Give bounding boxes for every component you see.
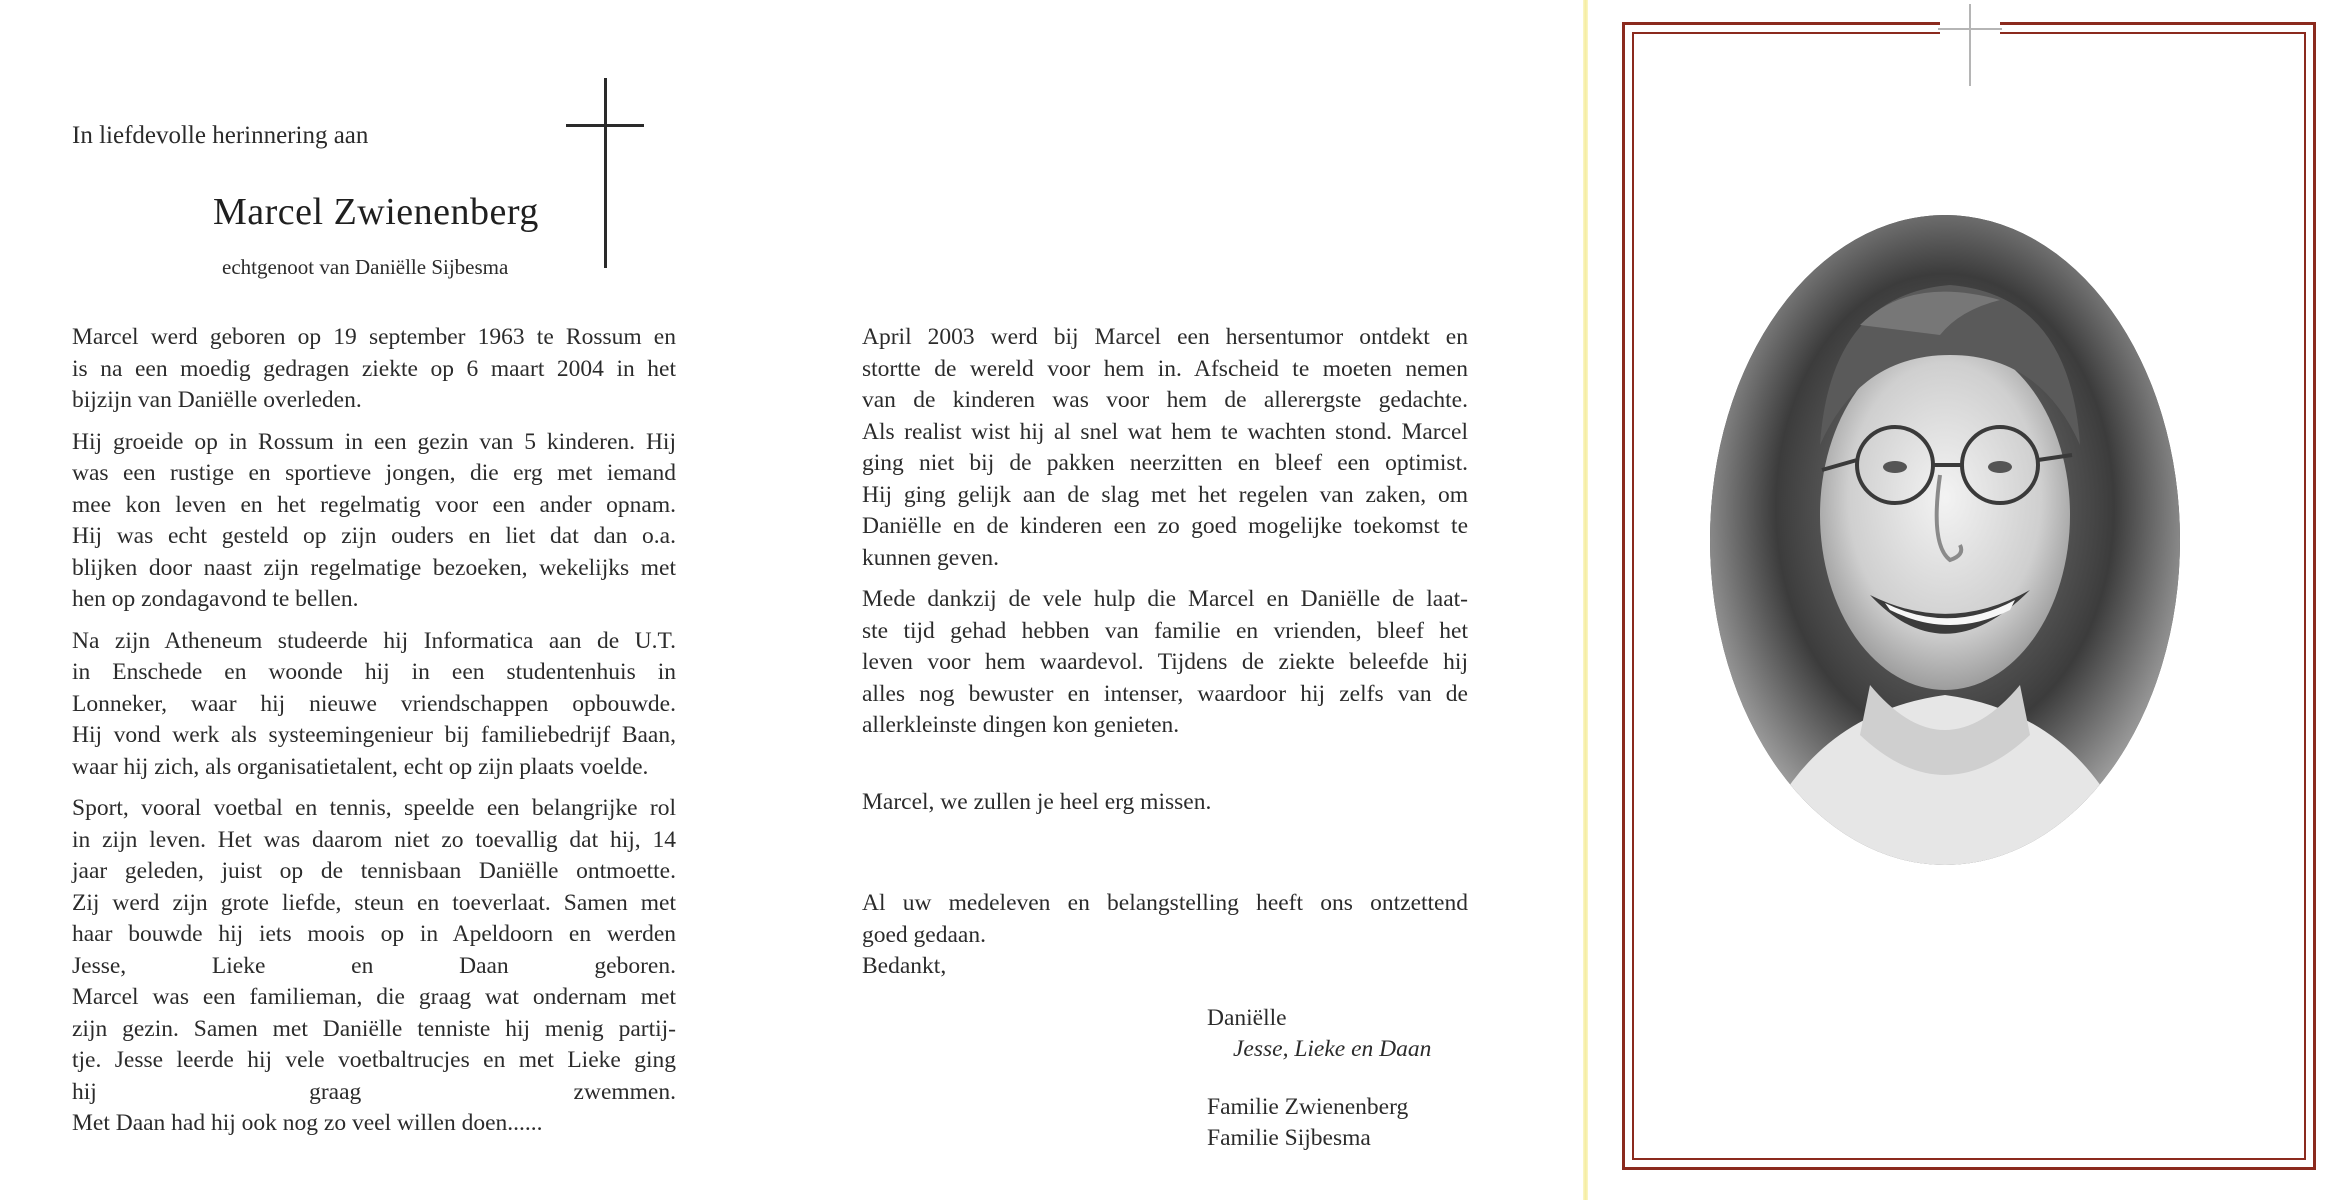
text-line: Sport, vooral voetbal en tennis, speelde een belangrijke rol bbox=[72, 795, 676, 821]
paragraph bbox=[862, 584, 1468, 742]
text-line: mee kon leven en het regelmatig voor een ander opnam. bbox=[72, 491, 676, 518]
thanks-line: Al uw medeleven en belangstelling heeft ons ontzettend bbox=[862, 890, 1468, 916]
text-line: Hij vond werk als systeemingenieur bij familiebedrijf Baan, bbox=[72, 722, 676, 748]
text-line: Marcel was een familieman, die graag wat ondernam met bbox=[72, 984, 676, 1010]
text-line: Jesse, Lieke en Daan geboren. bbox=[72, 952, 676, 979]
text-line: Lonneker, waar hij nieuwe vriendschappen opbouwde. bbox=[72, 690, 676, 717]
text-line: Als realist wist hij al snel wat hem te wachten stond. Marcel bbox=[862, 418, 1468, 445]
left-page bbox=[0, 0, 780, 1200]
paragraph bbox=[72, 322, 676, 417]
text-line: bijzijn van Daniëlle overleden. bbox=[72, 387, 362, 413]
intro-text: In liefdevolle herinnering aan bbox=[72, 122, 369, 149]
text-line: hen op zondagavond te bellen. bbox=[72, 586, 359, 612]
signature-children: Jesse, Lieke en Daan bbox=[1233, 1036, 1432, 1062]
paragraph bbox=[72, 626, 676, 784]
text-line: was een rustige en sportieve jongen, die erg met iemand bbox=[72, 460, 676, 486]
text-line: Zij werd zijn grote liefde, steun en toeverlaat. Samen met bbox=[72, 889, 676, 916]
signature-family-2: Familie Sijbesma bbox=[1207, 1125, 1371, 1151]
farewell-text: Marcel, we zullen je heel erg missen. bbox=[862, 789, 1212, 815]
text-line: Marcel werd geboren op 19 september 1963 te Rossum en bbox=[72, 324, 676, 350]
paragraph bbox=[862, 322, 1468, 574]
text-line: stortte de wereld voor hem in. Afscheid te moeten nemen bbox=[862, 355, 1468, 382]
portrait-illustration bbox=[1710, 215, 2180, 865]
text-line: Met Daan had hij ook nog zo veel willen doen...... bbox=[72, 1110, 543, 1136]
text-line: allerkleinste dingen kon genieten. bbox=[862, 712, 1180, 738]
signature-spouse: Daniëlle bbox=[1207, 1005, 1287, 1031]
text-line: Daniëlle en de kinderen een zo goed mogelijke toekomst te bbox=[862, 513, 1468, 539]
thanks-line: goed gedaan. bbox=[862, 921, 986, 948]
small-cross-crossbar bbox=[1938, 28, 2002, 30]
text-line: ste tijd gehad hebben van familie en vrienden, bleef het bbox=[862, 617, 1468, 644]
signature-block bbox=[1207, 1003, 1431, 1154]
cross-crossbar bbox=[566, 124, 644, 127]
text-line: Na zijn Atheneum studeerde hij Informatica aan de U.T. bbox=[72, 627, 676, 654]
paragraph bbox=[72, 793, 676, 1140]
text-line: Hij ging gelijk aan de slag met het regelen van zaken, om bbox=[862, 481, 1468, 508]
text-line: Hij was echt gesteld op zijn ouders en liet dat dan o.a. bbox=[72, 523, 676, 549]
text-line: is na een moedig gedragen ziekte op 6 maart 2004 in het bbox=[72, 355, 676, 382]
text-line: tje. Jesse leerde hij vele voetbaltrucjes en met Lieke ging bbox=[72, 1047, 676, 1073]
text-line: in zijn leven. Het was daarom niet zo toevallig dat hij, 14 bbox=[72, 826, 676, 853]
paragraph bbox=[72, 427, 676, 616]
text-line: waar hij zich, als organisatietalent, echt op zijn plaats voelde. bbox=[72, 753, 649, 780]
text-line: alles nog bewuster en intenser, waardoor hij zelfs van de bbox=[862, 680, 1468, 707]
farewell-line bbox=[862, 787, 1211, 819]
bedankt-text: Bedankt, bbox=[862, 953, 947, 979]
text-line: zijn gezin. Samen met Daniëlle tenniste hij menig partij- bbox=[72, 1015, 676, 1042]
text-line: April 2003 werd bij Marcel een hersentumor ontdekt en bbox=[862, 324, 1468, 350]
thanks-block bbox=[862, 888, 1468, 983]
text-line: blijken door naast zijn regelmatige bezoeken, wekelijks met bbox=[72, 554, 676, 581]
text-line: hij graag zwemmen. bbox=[72, 1078, 676, 1105]
deceased-name: Marcel Zwienenberg bbox=[213, 191, 539, 233]
spouse-line: echtgenoot van Daniëlle Sijbesma bbox=[222, 255, 509, 279]
text-line: jaar geleden, juist op de tennisbaan Daniëlle ontmoette. bbox=[72, 858, 676, 884]
small-cross-icon bbox=[1969, 4, 1971, 86]
text-line: kunnen geven. bbox=[862, 544, 1000, 571]
text-line: haar bouwde hij iets moois op in Apeldoorn en werden bbox=[72, 921, 676, 947]
cross-icon bbox=[604, 78, 607, 268]
text-line: Mede dankzij de vele hulp die Marcel en Daniëlle de laat- bbox=[862, 586, 1468, 612]
signature-family-1: Familie Zwienenberg bbox=[1207, 1094, 1409, 1120]
portrait-photo bbox=[1710, 215, 2180, 865]
biography-column-left bbox=[72, 322, 676, 1150]
text-line: in Enschede en woonde hij in een studentenhuis in bbox=[72, 659, 676, 685]
text-line: van de kinderen was voor hem de allerergste gedachte. bbox=[862, 387, 1468, 413]
text-line: Hij groeide op in Rossum in een gezin van 5 kinderen. Hij bbox=[72, 428, 676, 455]
text-line: leven voor hem waardevol. Tijdens de ziekte beleefde hij bbox=[862, 649, 1468, 675]
biography-column-middle bbox=[862, 322, 1468, 752]
text-line: ging niet bij de pakken neerzitten en bleef een optimist. bbox=[862, 450, 1468, 476]
